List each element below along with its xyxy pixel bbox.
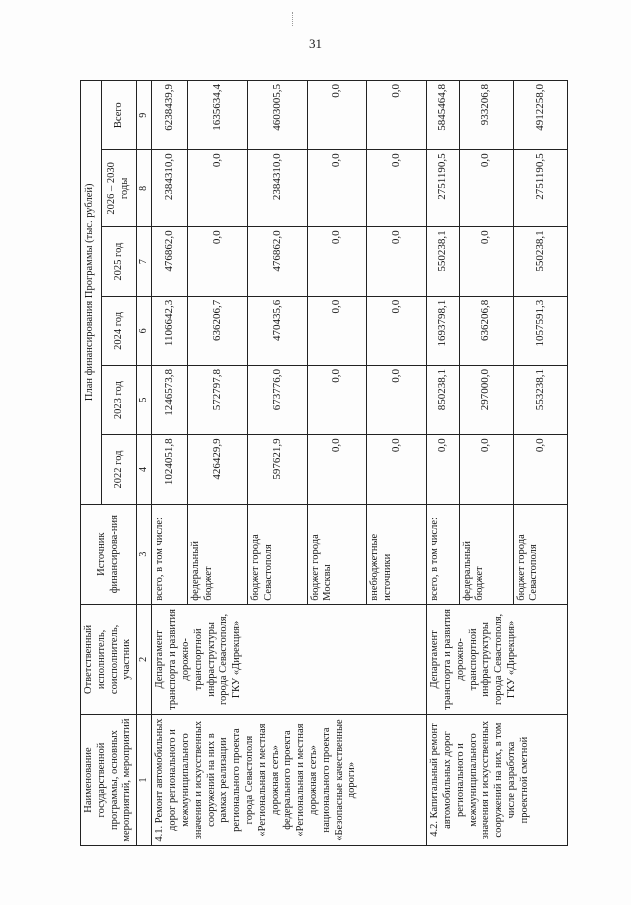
header-2023: 2023 год [101,366,137,435]
amount-cell: 2384310,0 [152,150,188,227]
funding-source: всего, в том числе: [427,504,460,604]
funding-source: федеральный бюджет [188,504,248,604]
index-cell: 7 [137,227,152,296]
amount-cell: 470435,6 [247,296,307,365]
index-cell: 6 [137,296,152,365]
amount-cell: 0,0 [307,435,367,504]
amount-cell: 0,0 [459,227,513,296]
scan-mark [292,12,294,26]
amount-cell: 476862,0 [152,227,188,296]
amount-cell: 673776,0 [247,366,307,435]
measure-name: 4.2. Капитальный ремонт автомобильных дорог регионального и межмуниципального значения и искусственных сооружений на них, в том числе разработка проектной сметной [427,715,568,846]
amount-cell: 0,0 [459,435,513,504]
amount-cell: 5845464,8 [427,81,460,150]
amount-cell: 0,0 [367,81,427,150]
amount-cell: 0,0 [307,366,367,435]
amount-cell: 426429,9 [188,435,248,504]
amount-cell: 0,0 [307,296,367,365]
funding-source: бюджет города Севастополя [513,504,567,604]
amount-cell: 2384310,0 [247,150,307,227]
index-cell: 9 [137,81,152,150]
header-2025: 2025 год [101,227,137,296]
amount-cell: 0,0 [188,150,248,227]
amount-cell: 0,0 [307,81,367,150]
header-source: Источник финансирова-ния [81,504,137,604]
funding-source: бюджет города Севастополя [247,504,307,604]
header-executor: Ответственный исполнитель, соисполнитель, участник [81,604,137,714]
header-plan: План финансирования Программы (тыс. рублей) [81,81,102,505]
amount-cell: 0,0 [367,435,427,504]
table-body [152,81,567,846]
measure-name: 4.1. Ремонт автомобильных дорог регионального и межмуниципального значения и искусственных сооружений на них в рамках реализации регионального проекта города Севастополя «Региональная и местная дорожная сеть» федерального проекта «Региональная и местная дорожная сеть» национального проекта «Безопасные качественные дороги» [152,715,427,846]
index-cell: 2 [137,604,152,714]
funding-source: бюджет города Москвы [307,504,367,604]
index-cell: 3 [137,504,152,604]
amount-cell: 550238,1 [513,227,567,296]
index-cell: 5 [137,366,152,435]
amount-cell: 476862,0 [247,227,307,296]
amount-cell: 0,0 [367,366,427,435]
header-2026-2030: 2026 – 2030 годы [101,150,137,227]
amount-cell: 1106642,3 [152,296,188,365]
amount-cell: 1693798,1 [427,296,460,365]
amount-cell: 550238,1 [427,227,460,296]
amount-cell: 553238,1 [513,366,567,435]
financing-table [80,80,560,846]
amount-cell: 0,0 [188,227,248,296]
header-total: Всего [101,81,137,150]
index-cell: 4 [137,435,152,504]
amount-cell: 297000,0 [459,366,513,435]
amount-cell: 0,0 [513,435,567,504]
funding-source: внебюджетные источники [367,504,427,604]
funding-source: федеральный бюджет [459,504,513,604]
amount-cell: 0,0 [367,150,427,227]
amount-cell: 597621,9 [247,435,307,504]
amount-cell: 0,0 [307,227,367,296]
amount-cell: 4912258,0 [513,81,567,150]
index-cell: 8 [137,150,152,227]
funding-source: всего, в том числе: [152,504,188,604]
amount-cell: 636206,8 [459,296,513,365]
measure-executor: Департамент транспорта и развития дорожно-транспортной инфраструктуры города Севастополя, ГКУ «Дирекция» [427,604,568,714]
amount-cell: 4603005,5 [247,81,307,150]
header-2024: 2024 год [101,296,137,365]
amount-cell: 0,0 [367,296,427,365]
amount-cell: 2751190,5 [513,150,567,227]
amount-cell: 1635634,4 [188,81,248,150]
amount-cell: 572797,8 [188,366,248,435]
amount-cell: 6238439,9 [152,81,188,150]
amount-cell: 0,0 [367,227,427,296]
header-2022: 2022 год [101,435,137,504]
amount-cell: 636206,7 [188,296,248,365]
page-number: 31 [309,36,322,51]
measure-executor: Департамент транспорта и развития дорожно-транспортной инфраструктуры города Севастополя, ГКУ «Дирекция» [152,604,427,714]
amount-cell: 2751190,5 [427,150,460,227]
header-name: Наименование государственной программы, основных мероприятий, мероприятий [81,715,137,846]
amount-cell: 0,0 [459,150,513,227]
amount-cell: 933206,8 [459,81,513,150]
amount-cell: 1057591,3 [513,296,567,365]
amount-cell: 0,0 [307,150,367,227]
amount-cell: 1246573,8 [152,366,188,435]
amount-cell: 1024051,8 [152,435,188,504]
amount-cell: 0,0 [427,435,460,504]
amount-cell: 850238,1 [427,366,460,435]
table-row [427,81,460,846]
index-cell: 1 [137,715,152,846]
table-row [152,81,188,846]
